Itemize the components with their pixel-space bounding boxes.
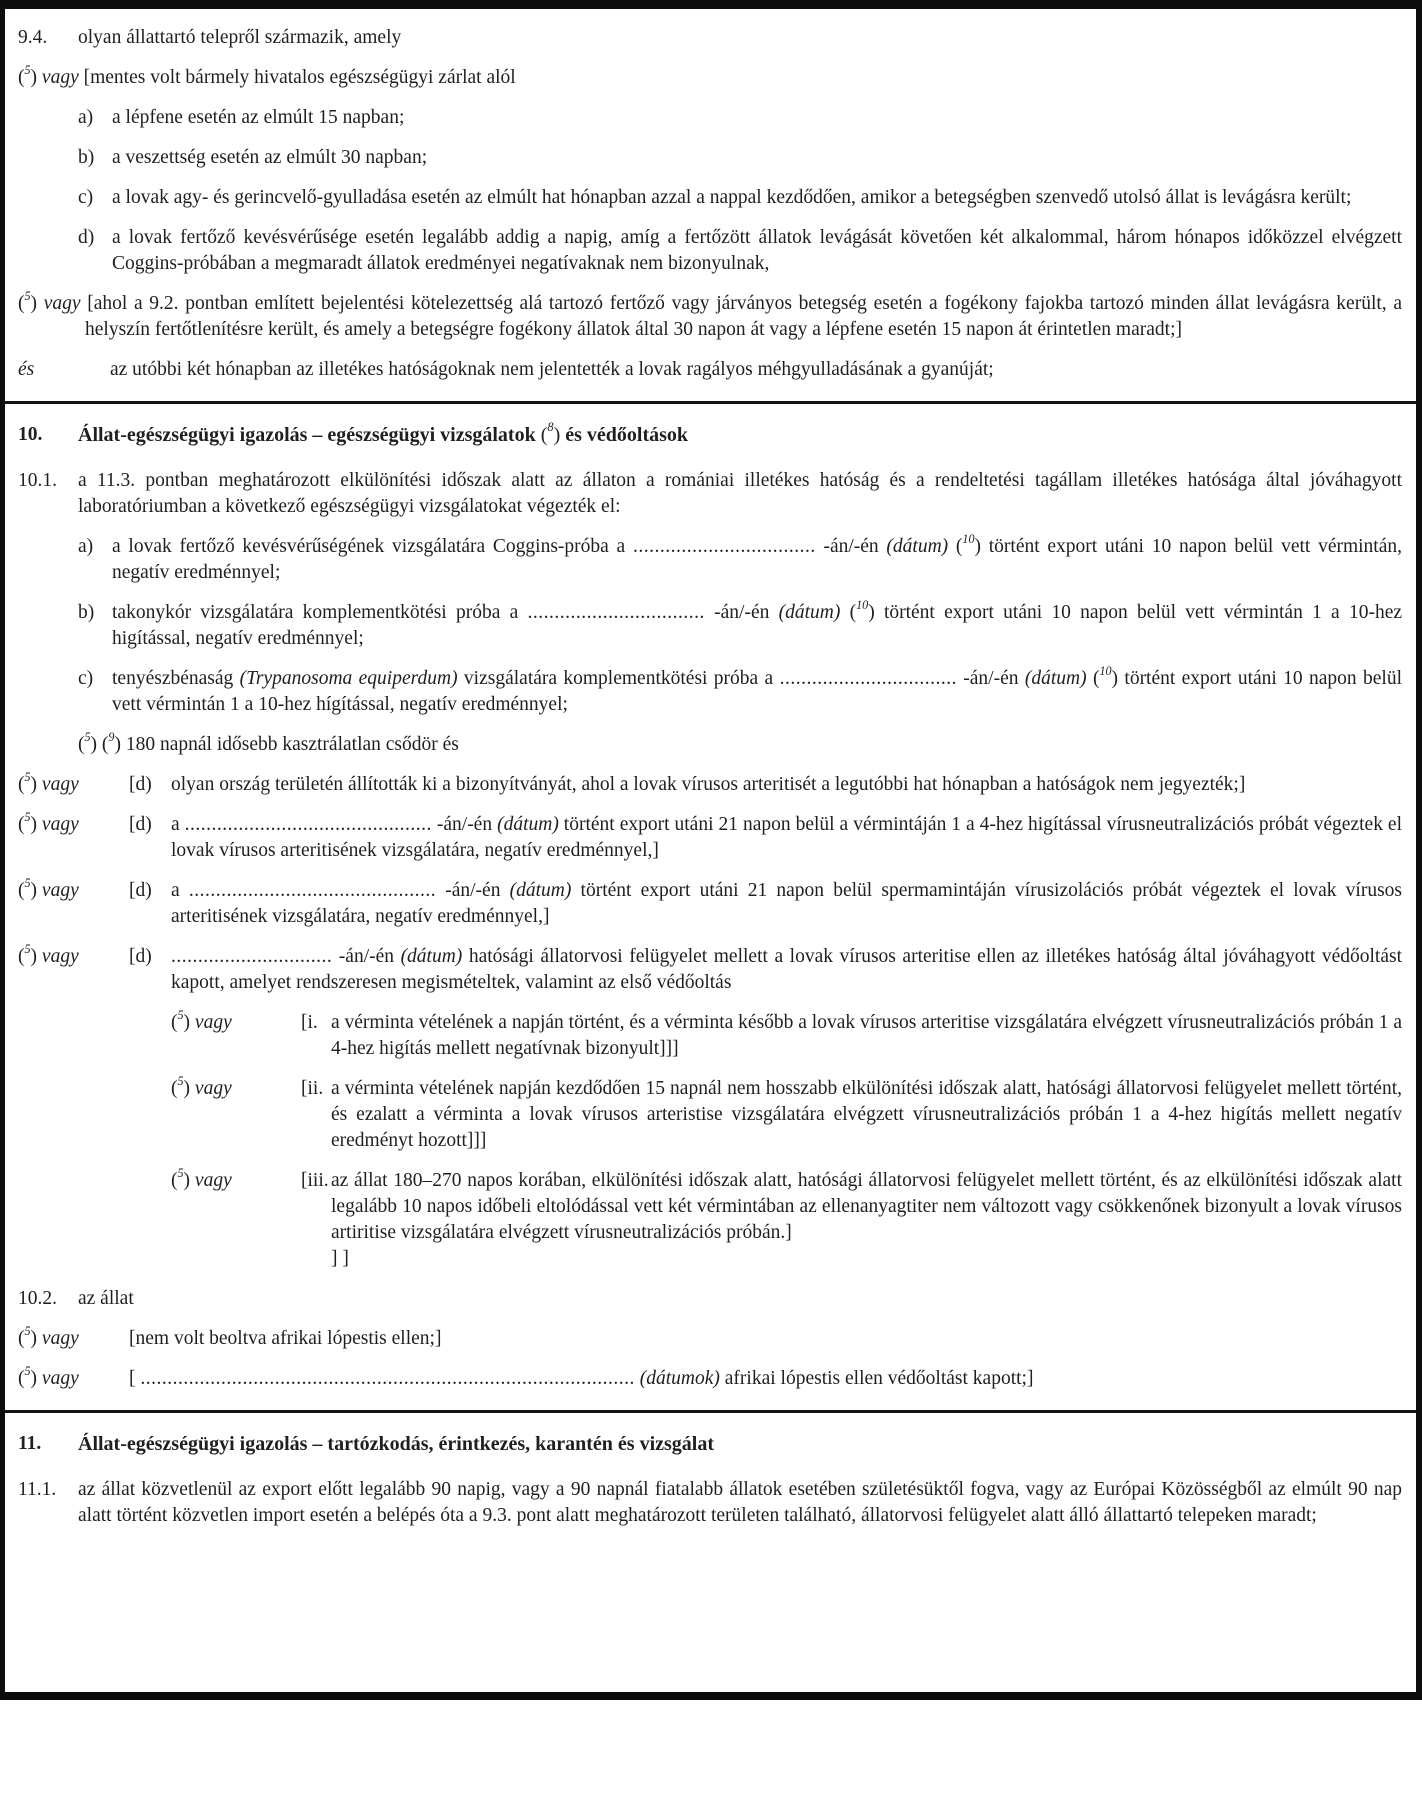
alternative-subclause bbox=[171, 1073, 1402, 1154]
text-run: az állat közvetlenül az export előtt legalább 90 napig, vagy a 90 napnál fiatalabb állatok esetében születésüktől fogva, vagy az Európai Közösségből az elmúlt 90 nap alatt történt közvetlen import esetén a belépés óta a 9.3. pont alatt meghatározott területen található, állatorvosi felügyelet alatt álló állattartó telepeken maradt; bbox=[78, 1479, 1402, 1526]
text-run: tenyészbénaság bbox=[112, 668, 240, 689]
text-run: (dátum) bbox=[400, 946, 463, 967]
lettered-subitem bbox=[78, 105, 1402, 131]
footnote-ref: ($^{10}$) bbox=[955, 531, 981, 557]
dotted-blank: ................................. bbox=[779, 668, 957, 689]
text-run: történt export utáni 10 napon belül vett vérmintán 1 a 10-hez higítással, negatív eredménnyel; bbox=[112, 602, 1403, 649]
clause-text bbox=[301, 1168, 1402, 1272]
paragraph-number: 11.1. bbox=[18, 1479, 57, 1500]
footnote-ref: ($^5$) bbox=[18, 288, 38, 314]
text-run: Állat-egészségügyi igazolás – egészségügyi vizsgálatok bbox=[78, 424, 541, 446]
text-run: a bbox=[171, 880, 189, 901]
text-run: -án/-én bbox=[332, 946, 401, 967]
conjunction-clause bbox=[18, 357, 1402, 383]
text-run: -án/-én bbox=[436, 880, 510, 901]
footnote-ref: ($^5$) bbox=[18, 769, 38, 795]
text-run bbox=[1087, 668, 1093, 689]
item-letter: c) bbox=[78, 668, 94, 689]
text-run: 180 napnál idősebb kasztrálatlan csődör és bbox=[120, 734, 459, 755]
footnote-ref: ($^8$) bbox=[540, 420, 561, 446]
text-run: a bbox=[171, 814, 185, 835]
bracket-label: [d) bbox=[129, 946, 152, 967]
text-run: Állat-egészségügyi igazolás – tartózkodás, érintkezés, karantén és vizsgálat bbox=[78, 1433, 715, 1455]
clause-text bbox=[112, 663, 1402, 718]
text-run: az állat 180–270 napos korában, elkülönítési időszak alatt, hatósági állatorvosi felügyelet mellett történt, és az elkülönítési időszak alatt legalább 10 napos időbeli eltolódással vett két vérmintában az ellenanyagtiter nem változott vagy csökkenőnek bizonyult a lovak vírusos artiritise vizsgálatára elvégzett vírusneutralizációs próbán.] bbox=[331, 1170, 1402, 1243]
text-run: hatósági állatorvosi felügyelet mellett a lovak vírusos arteritise ellen az illetékes hatóság által jóváhagyott védőoltást kapott, amelyet rendszeresen megismételtek, valamint az első védőoltás bbox=[171, 946, 1402, 993]
item-letter: a) bbox=[78, 107, 94, 128]
or-label: ($^5$) vagy bbox=[18, 769, 79, 795]
clause-text bbox=[112, 597, 1403, 652]
clause-text bbox=[78, 729, 1402, 758]
text-run bbox=[948, 536, 956, 557]
alternative-subclause bbox=[171, 1007, 1402, 1062]
paragraph-number: 10.1. bbox=[18, 470, 57, 491]
lettered-subitem bbox=[78, 663, 1402, 718]
item-letter: a) bbox=[78, 536, 94, 557]
document-body bbox=[18, 25, 1402, 1529]
section-heading bbox=[18, 422, 1402, 448]
lettered-subitem bbox=[78, 185, 1402, 211]
paragraph-number: 9.4. bbox=[18, 27, 48, 48]
text-run: a 11.3. pontban meghatározott elkülönítési időszak alatt az állaton a romániai illetékes hatóság és a rendeltetési tagállam illetékes hatósága által jóváhagyott laboratóriumban a következő egészségügyi vizsgálatokat végezték el: bbox=[78, 470, 1402, 517]
lettered-subitem bbox=[78, 225, 1402, 277]
text-run: történt export utáni 21 napon belül spermamintáján vírusizolációs próbát végeztek el lovak vírusos arteritisének vizsgálatára, negatív eredménnyel,] bbox=[171, 880, 1403, 927]
alternative-subclause bbox=[171, 1165, 1402, 1272]
clause-text bbox=[78, 1431, 1402, 1457]
text-run: az állat bbox=[78, 1288, 134, 1309]
footnote-ref: ($^5$) bbox=[78, 729, 98, 755]
text-run: ] ] bbox=[331, 1248, 349, 1269]
section-heading bbox=[18, 1431, 1402, 1457]
clause-text bbox=[129, 878, 1402, 930]
footnote-ref: ($^5$) bbox=[18, 809, 38, 835]
item-letter: d) bbox=[78, 227, 95, 248]
clause-text bbox=[112, 531, 1403, 586]
clause-text bbox=[78, 468, 1402, 520]
text-run: (dátum) bbox=[497, 814, 559, 835]
clause-text bbox=[78, 25, 1402, 51]
lettered-subitem bbox=[78, 531, 1403, 586]
dotted-blank: ................................. bbox=[527, 602, 705, 623]
item-letter: b) bbox=[78, 602, 95, 623]
text-run: (dátum) bbox=[509, 880, 572, 901]
alternative-clause bbox=[18, 809, 1402, 864]
dotted-blank: ............................................................................................ bbox=[140, 1368, 635, 1389]
clause-text bbox=[301, 1076, 1402, 1154]
section-divider bbox=[5, 1410, 1416, 1413]
clause-text bbox=[112, 105, 1402, 131]
alternative-clause bbox=[18, 1323, 1402, 1352]
footnote-ref: ($^5$) bbox=[171, 1007, 191, 1033]
numbered-paragraph bbox=[18, 1286, 1402, 1312]
text-run: a lovak agy- és gerincvelő-gyulladása esetén az elmúlt hat hónapban azzal a nappal kezdődően, amikor a betegségben szenvedő utolsó állat is levágásra került; bbox=[112, 187, 1352, 208]
footnote-ref: ($^5$) bbox=[171, 1165, 191, 1191]
or-label: ($^5$) vagy bbox=[18, 1363, 79, 1389]
text-run: olyan állattartó telepről származik, amely bbox=[78, 27, 402, 48]
footnote-ref: ($^5$) bbox=[18, 1323, 38, 1349]
text-run: -án/-én bbox=[704, 602, 779, 623]
text-run: történt export utáni 10 napon belül vett vérmintán, negatív eredménnyel; bbox=[112, 536, 1403, 583]
paragraph-number: 10.2. bbox=[18, 1288, 57, 1309]
dotted-blank: .............................................. bbox=[184, 814, 432, 835]
clause-text bbox=[112, 145, 1402, 171]
text-run bbox=[37, 293, 44, 314]
dotted-blank: .................................. bbox=[632, 536, 816, 557]
clause-text bbox=[129, 812, 1402, 864]
and-label: és bbox=[18, 359, 35, 380]
text-run: (dátumok) bbox=[639, 1368, 720, 1389]
or-label: ($^5$) vagy bbox=[18, 875, 79, 901]
text-run: a vérminta vételének napján kezdődően 15 napnál nem hosszabb elkülönítési időszak alatt, hatósági állatorvosi felügyelet mellett történt, és ezalatt a vérminta a lovak vírusos arteristise vizsgálatára elvégzett vírusneutralizációs próbán 1 a 4-hez higítás mellett negatív eredményt hozott]]] bbox=[331, 1078, 1402, 1151]
clause-text bbox=[301, 1010, 1402, 1062]
clause-text bbox=[78, 1477, 1402, 1529]
text-run: [mentes volt bármely hivatalos egészségügyi zárlat alól bbox=[78, 67, 516, 88]
text-run: a lépfene esetén az elmúlt 15 napban; bbox=[112, 107, 405, 128]
footnote-ref: ($^5$) bbox=[18, 62, 38, 88]
section-number: 11. bbox=[18, 1433, 42, 1454]
numbered-paragraph bbox=[18, 1477, 1402, 1529]
bracket-label: [d) bbox=[129, 814, 152, 835]
text-run: -án/-én bbox=[431, 814, 498, 835]
section-divider bbox=[5, 401, 1416, 404]
clause-text bbox=[18, 62, 1402, 91]
or-label: ($^5$) vagy bbox=[171, 1007, 232, 1033]
or-label: ($^5$) vagy bbox=[171, 1073, 232, 1099]
text-run: (dátum) bbox=[886, 536, 949, 557]
alternative-clause bbox=[18, 62, 1402, 91]
text-run: (Trypanosoma equiperdum) bbox=[239, 668, 458, 689]
text-run: vagy bbox=[43, 293, 81, 314]
footnote-ref: ($^{10}$) bbox=[1092, 663, 1119, 689]
text-run bbox=[840, 602, 849, 623]
text-run: (dátum) bbox=[1024, 668, 1087, 689]
text-run: a lovak fertőző kevésvérűsége esetén legalább addig a napig, amíg a fertőzött állatok levágását követően két alkalommal, három hónapos időközzel elvégzett Coggins-próbában a megmaradt állatok eredményei negatívaknak nem bizonyulnak, bbox=[112, 227, 1402, 274]
clause-text bbox=[110, 357, 1402, 383]
alternative-clause bbox=[18, 769, 1402, 798]
or-label: ($^5$) vagy bbox=[18, 1323, 79, 1349]
section-number: 10. bbox=[18, 424, 43, 445]
dotted-blank: .............................................. bbox=[188, 880, 437, 901]
lettered-subitem bbox=[78, 597, 1403, 652]
alternative-clause bbox=[18, 1363, 1402, 1392]
text-run: [nem volt beoltva afrikai lópestis ellen;] bbox=[129, 1328, 442, 1349]
text-run: és védőoltások bbox=[560, 424, 689, 446]
bracket-label: [ii. bbox=[301, 1078, 324, 1099]
alternative-clause bbox=[18, 875, 1403, 930]
clause-text bbox=[18, 288, 1403, 343]
text-run: történt export utáni 10 napon belül vett vérmintán 1 a 10-hez hígítással, negatív eredménnyel; bbox=[112, 668, 1402, 715]
or-label: ($^5$) vagy bbox=[18, 941, 79, 967]
item-letter: c) bbox=[78, 187, 94, 208]
clause-text bbox=[129, 944, 1402, 996]
numbered-paragraph bbox=[18, 25, 1402, 51]
clause-text bbox=[78, 422, 1402, 448]
alternative-clause bbox=[18, 288, 1403, 343]
text-run: olyan ország területén állították ki a bizonyítványát, ahol a lovak vírusos arteritisét a legutóbbi hat hónapban a hatóságok nem jegyezték;] bbox=[171, 774, 1246, 795]
text-run: a vérminta vételének a napján történt, és a vérminta később a lovak vírusos arteritise vizsgálatára elvégzett vírusneutralizációs próbán 1 a 4-hez higítás mellett negatívnak bizonyult]]] bbox=[331, 1012, 1402, 1059]
text-run: vizsgálatára komplementkötési próba a bbox=[457, 668, 780, 689]
text-run: [ahol a 9.2. pontban említett bejelentési kötelezettség alá tartozó fertőző vagy járványos betegség esetén a fogékony fajokba tartozó minden állat levágásra került, a helyszín fertőtlenítésre került, és amely a betegségre fogékony állatok által 30 napon át vagy a lépfene esetén 15 napon át érintetlen maradt;] bbox=[80, 293, 1403, 340]
alternative-clause bbox=[18, 941, 1402, 996]
or-label: ($^5$) vagy bbox=[171, 1165, 232, 1191]
clause-text bbox=[129, 1366, 1402, 1392]
text-run: -án/-én bbox=[956, 668, 1025, 689]
clause-text bbox=[112, 185, 1402, 211]
text-run: -án/-én bbox=[815, 536, 887, 557]
footnote-ref: ($^{10}$) bbox=[849, 597, 875, 623]
text-run: történt export utáni 21 napon belül a vérmintáján 1 a 4-hez higítással vírusneutralizációs próbát végeztek el lovak vírusos arteritisének vizsgálatára, negatív eredménnyel,] bbox=[171, 814, 1402, 861]
text-run: a lovak fertőző kevésvérűségének vizsgálatára Coggins-próba a bbox=[112, 536, 633, 557]
footnote-ref: ($^5$) bbox=[171, 1073, 191, 1099]
bracket-label: [d) bbox=[129, 880, 152, 901]
bracket-label: [i. bbox=[301, 1012, 318, 1033]
text-run: (dátum) bbox=[778, 602, 841, 623]
text-run: a veszettség esetén az elmúlt 30 napban; bbox=[112, 147, 428, 168]
footnote-ref: ($^9$) bbox=[101, 729, 121, 755]
dotted-blank: .............................. bbox=[171, 946, 333, 967]
numbered-paragraph bbox=[18, 468, 1402, 520]
clause-text bbox=[129, 1326, 1402, 1352]
text-run: afrikai lópestis ellen védőoltást kapott;] bbox=[719, 1368, 1034, 1389]
footnote-ref: ($^5$) bbox=[18, 941, 38, 967]
clause-text bbox=[129, 772, 1402, 798]
text-run: az utóbbi két hónapban az illetékes hatóságoknak nem jelentették a lovak ragályos méhgyulladásának a gyanúját; bbox=[110, 359, 994, 380]
or-label: ($^5$) vagy bbox=[18, 809, 79, 835]
text-run: [ bbox=[129, 1368, 141, 1389]
bracket-label: [d) bbox=[129, 774, 152, 795]
footnote-ref: ($^5$) bbox=[18, 1363, 38, 1389]
lettered-subitem bbox=[78, 145, 1402, 171]
bracket-label: [iii. bbox=[301, 1170, 329, 1191]
text-run: vagy bbox=[41, 67, 79, 88]
clause-text bbox=[78, 1286, 1402, 1312]
footnote-ref: ($^5$) bbox=[18, 875, 38, 901]
clause-text bbox=[112, 225, 1402, 277]
item-letter: b) bbox=[78, 147, 95, 168]
text-run: takonykór vizsgálatára komplementkötési próba a bbox=[112, 602, 528, 623]
inline-note bbox=[78, 729, 1402, 758]
